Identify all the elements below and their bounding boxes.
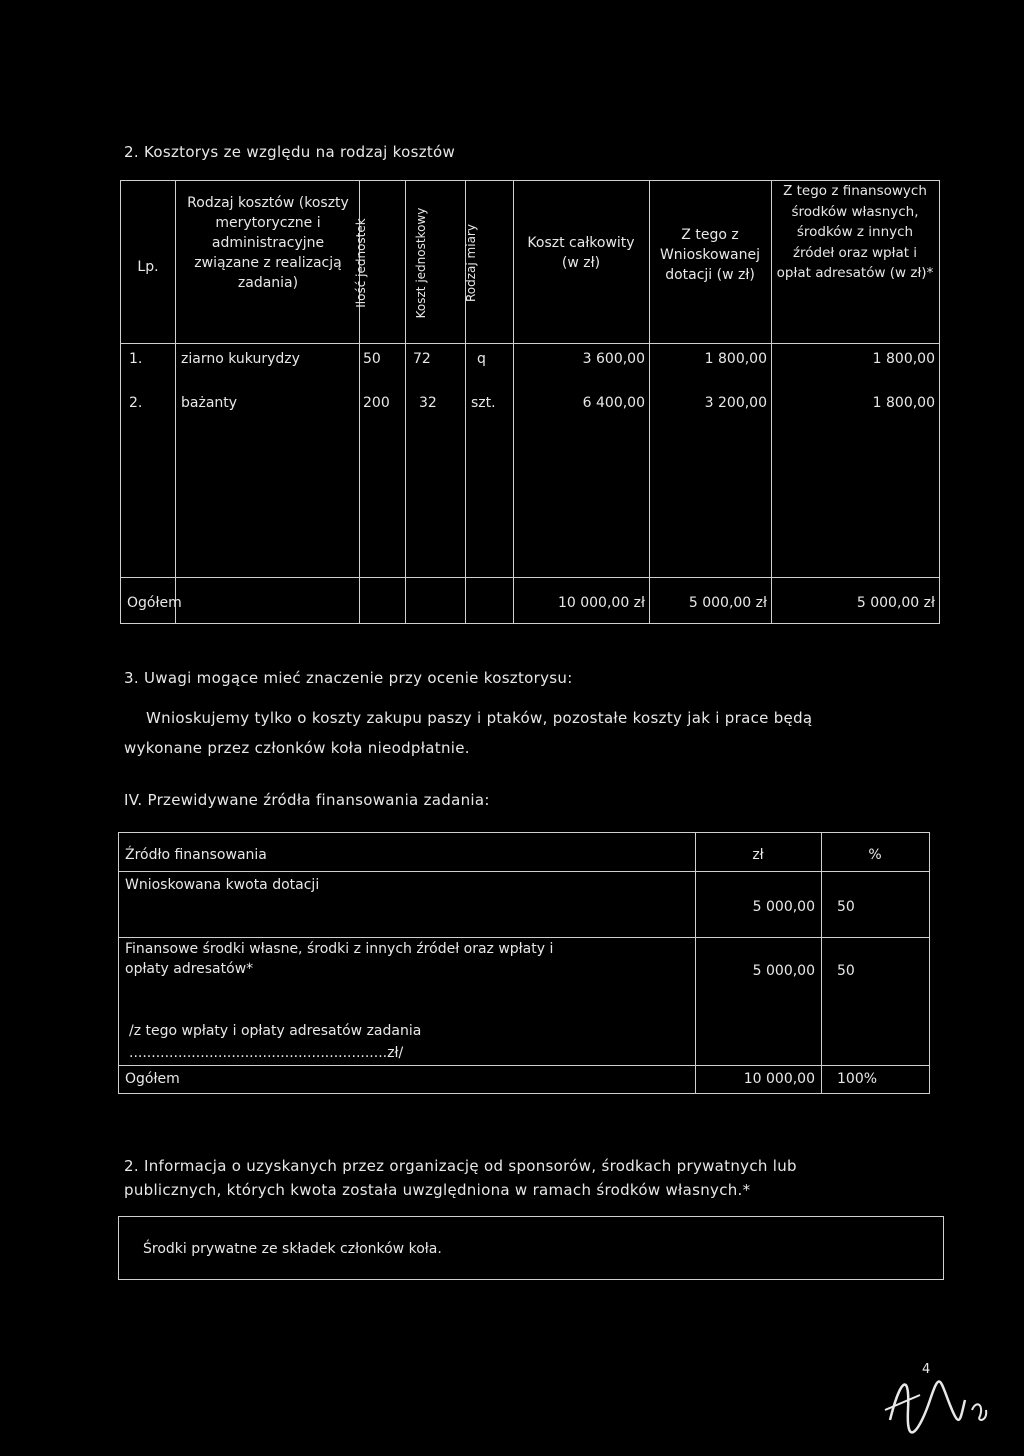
funding-row1-percent: 50 <box>837 899 855 915</box>
row2-measure: szt. <box>471 395 496 411</box>
row1-grant: 1 800,00 <box>704 351 767 367</box>
funding-row2-amount: 5 000,00 <box>752 963 815 979</box>
col-divider <box>513 181 514 624</box>
row2-unit-count: 200 <box>363 395 390 411</box>
row-divider <box>119 937 929 938</box>
header-unit-cost: Koszt jednostkowy <box>414 207 428 319</box>
row2-cost-type: bażanty <box>181 395 238 411</box>
funding-row2-source-line1: Finansowe środki własne, środki z innych źródeł oraz wpłaty i <box>125 941 554 957</box>
remarks-text-line1: Wnioskujemy tylko o koszty zakupu paszy i ptaków, pozostałe koszty jak i prace będą <box>146 709 813 727</box>
funding-total-label: Ogółem <box>125 1071 180 1087</box>
header-lp: Lp. <box>137 259 159 275</box>
row2-total-cost: 6 400,00 <box>582 395 645 411</box>
row1-measure: q <box>477 351 486 367</box>
funding-row1-source: Wnioskowana kwota dotacji <box>125 877 320 893</box>
row2-unit-cost: 32 <box>419 395 437 411</box>
header-amount: zł <box>752 847 764 863</box>
row-divider <box>119 871 929 872</box>
row2-own-funds: 1 800,00 <box>872 395 935 411</box>
col-divider <box>175 181 176 624</box>
row2-grant: 3 200,00 <box>704 395 767 411</box>
row2-lp: 2. <box>129 395 143 411</box>
header-cost-type: Rodzaj kosztów (koszty merytoryczne i administracyjne związane z realizacją zadania) <box>187 195 349 291</box>
total-own-funds: 5 000,00 zł <box>856 595 935 611</box>
header-grant: Z tego z Wnioskowanej dotacji (w zł) <box>659 227 761 283</box>
signature <box>880 1360 990 1440</box>
funding-note-line1: /z tego wpłaty i opłaty adresatów zadania <box>129 1023 422 1039</box>
row1-total-cost: 3 600,00 <box>582 351 645 367</box>
row-divider <box>121 343 939 344</box>
funding-table <box>118 832 930 1094</box>
col-divider <box>405 181 406 624</box>
col-divider <box>649 181 650 624</box>
sponsor-info-line1: 2. Informacja o uzyskanych przez organizację od sponsorów, środkach prywatnych lub <box>124 1157 797 1175</box>
row1-unit-count: 50 <box>363 351 381 367</box>
row-divider <box>119 1065 929 1066</box>
funding-row2-source-line2: opłaty adresatów* <box>125 961 254 977</box>
row1-lp: 1. <box>129 351 143 367</box>
funding-total-amount: 10 000,00 <box>743 1071 815 1087</box>
funding-row1-amount: 5 000,00 <box>752 899 815 915</box>
cost-table <box>120 180 940 624</box>
sponsor-info-line2: publicznych, których kwota została uwzględniona w ramach środków własnych.* <box>124 1181 751 1199</box>
col-divider <box>821 833 822 1094</box>
funding-row2-percent: 50 <box>837 963 855 979</box>
header-own-funds: Z tego z finansowych środków własnych, środków z innych źródeł oraz wpłat i opłat adresatów (w zł)* <box>776 183 934 281</box>
sponsor-info-box-text: Środki prywatne ze składek członków koła. <box>143 1241 442 1257</box>
total-cost: 10 000,00 zł <box>557 595 645 611</box>
total-grant: 5 000,00 zł <box>688 595 767 611</box>
header-percent: % <box>868 847 882 863</box>
section-title-cost-estimate: 2. Kosztorys ze względu na rodzaj kosztów <box>124 143 456 161</box>
sponsor-info-box <box>118 1216 944 1280</box>
row-divider <box>121 577 939 578</box>
row1-unit-cost: 72 <box>413 351 431 367</box>
section-title-remarks: 3. Uwagi mogące mieć znaczenie przy ocenie kosztorysu: <box>124 669 573 687</box>
header-total-cost: Koszt całkowity (w zł) <box>527 235 635 271</box>
row1-cost-type: ziarno kukurydzy <box>181 351 300 367</box>
row1-own-funds: 1 800,00 <box>872 351 935 367</box>
header-unit-count: Ilość jednostek <box>354 218 368 308</box>
header-source: Źródło finansowania <box>125 847 267 863</box>
remarks-text-line2: wykonane przez członków koła nieodpłatnie. <box>124 739 470 757</box>
section-title-funding: IV. Przewidywane źródła finansowania zadania: <box>124 791 490 809</box>
page-number: 4 <box>922 1362 931 1377</box>
header-measure: Rodzaj miary <box>464 224 478 302</box>
funding-total-percent: 100% <box>837 1071 878 1087</box>
col-divider <box>771 181 772 624</box>
funding-note-line2: ..........................................................zł/ <box>129 1045 404 1061</box>
total-label: Ogółem <box>127 595 182 611</box>
